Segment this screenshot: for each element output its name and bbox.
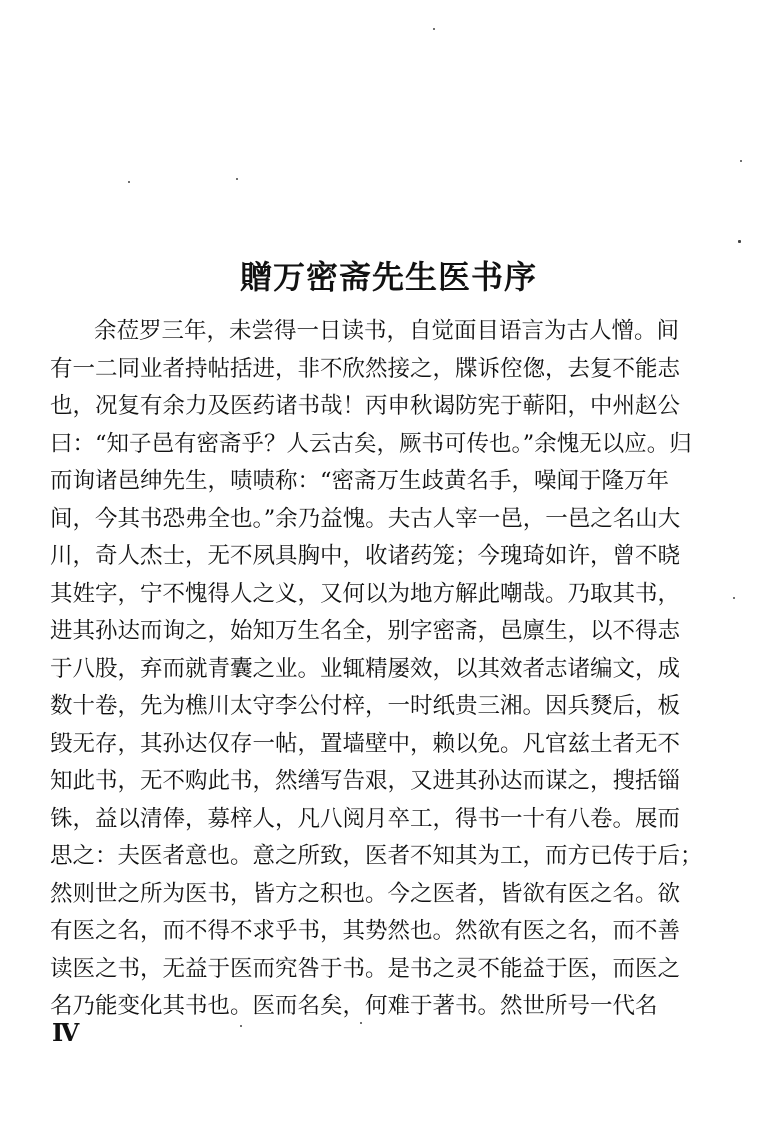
print-speck xyxy=(236,178,238,180)
text-line: 余莅罗三年，未尝得一日读书，自觉面目语言为古人憎。间 xyxy=(94,318,680,344)
text-line: 也，况复有余力及医药诸书哉！丙申秋谒防宪于蕲阳，中州赵公 xyxy=(50,393,681,419)
text-line: 川，奇人杰士，无不夙具胸中，收诸药笼；今瑰琦如许，曾不晓 xyxy=(50,543,681,569)
text-line: 曰：“知子邑有密斋乎？人云古矣，厥书可传也。”余愧无以应。归 xyxy=(50,430,692,457)
text-line: 然则世之所为医书，皆方之积也。今之医者，皆欲有医之名。欲 xyxy=(50,880,681,907)
body-text xyxy=(50,313,703,1026)
text-line: 于八股，弃而就青囊之业。业辄精屡效，以其效者志诸编文，成 xyxy=(50,655,681,682)
print-speck xyxy=(433,28,435,30)
page-title: 贈万密斋先生医书序 xyxy=(239,258,537,296)
text-line: 数十卷，先为樵川太守李公付梓，一时纸贵三湘。因兵燹后，板 xyxy=(50,693,681,719)
text-line: 而询诸邑绅先生，啧啧称：“密斋万生歧黄名手，噪闻于隆万年 xyxy=(50,468,670,494)
text-line: 有一二同业者持帖括进，非不欣然接之，牒诉倥偬，去复不能志 xyxy=(50,355,681,382)
print-speck xyxy=(733,597,735,599)
text-line: 其姓字，宁不愧得人之义，又何以为地方解此嘲哉。乃取其书， xyxy=(50,580,681,607)
text-line: 知此书，无不购此书，然缮写告艰，又进其孙达而谋之，搜括锱 xyxy=(50,768,681,794)
page-number: Ⅳ xyxy=(52,1021,80,1047)
text-line: 名乃能变化其书也。医而名矣，何难于著书。然世所号一代名 xyxy=(50,993,658,1019)
text-line: 思之：夫医者意也。意之所致，医者不知其为工，而方已传于后； xyxy=(50,843,703,869)
print-speck xyxy=(128,181,130,183)
text-line: 铢，益以清俸，募梓人，凡八阅月卒工，得书一十有八卷。展而 xyxy=(50,805,681,832)
text-line: 读医之书，无益于医而究咎于书。是书之灵不能益于医，而医之 xyxy=(50,955,681,982)
print-speck xyxy=(740,160,742,162)
text-line: 进其孙达而询之，始知万生名全，别字密斋，邑廪生，以不得志 xyxy=(50,618,681,644)
text-line: 毁无存，其孙达仅存一帖，置墙壁中，赖以免。凡官兹土者无不 xyxy=(50,730,681,757)
print-speck xyxy=(738,240,741,243)
text-line: 间，今其书恐弗全也。”余乃益愧。夫古人宰一邑，一邑之名山大 xyxy=(50,505,681,532)
text-line: 有医之名，而不得不求乎书，其势然也。然欲有医之名，而不善 xyxy=(50,918,681,944)
